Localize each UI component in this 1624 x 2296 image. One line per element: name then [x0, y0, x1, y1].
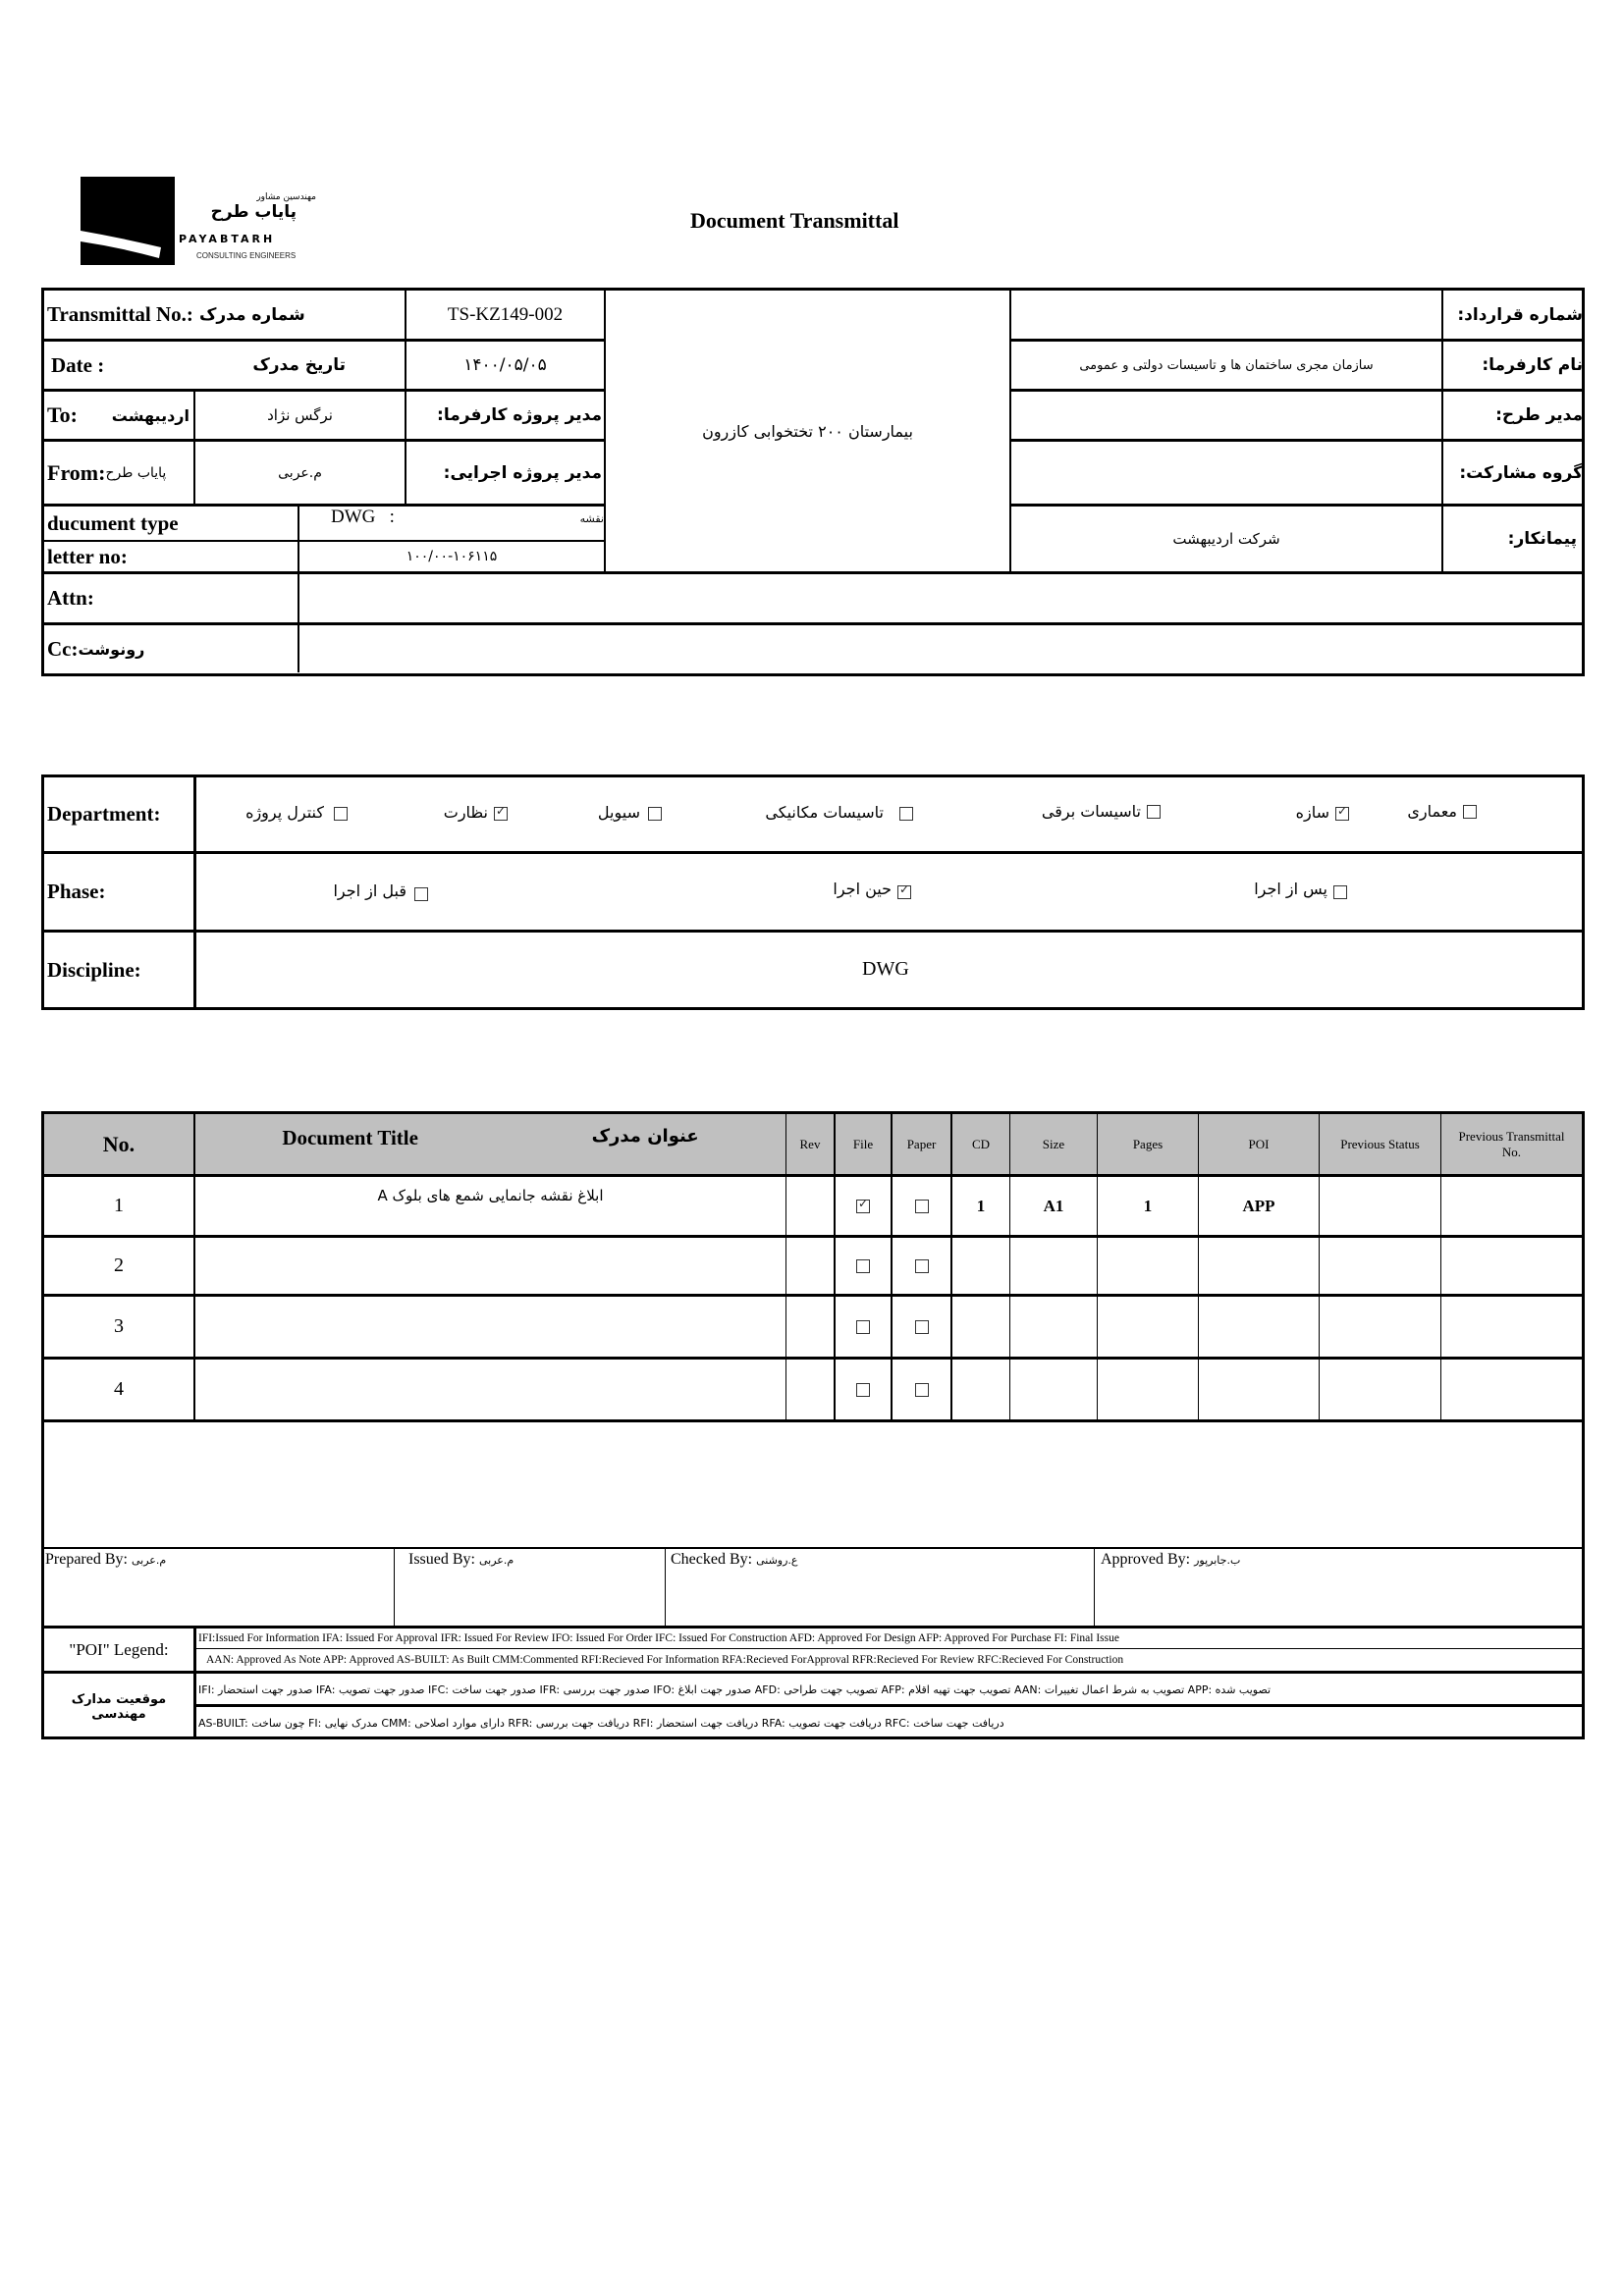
header-pages: Pages: [1132, 1136, 1164, 1151]
logo-en-subtitle: CONSULTING ENGINEERS: [196, 251, 297, 260]
attn-field[interactable]: [299, 574, 1582, 622]
row-size: [1010, 1297, 1097, 1357]
phase-checkbox[interactable]: [1333, 885, 1347, 899]
row-cd: [952, 1360, 1009, 1419]
row-pages: [1098, 1297, 1198, 1357]
employer-value: سازمان مجری ساختمان ها و تاسیسات دولتی و عمومی: [1079, 357, 1374, 373]
from-role: مدیر پروژه اجرایی:: [443, 462, 602, 483]
department-option-supervision[interactable]: ✓ نظارت: [494, 805, 508, 823]
row-cd: 1: [976, 1196, 986, 1215]
design-manager-label: مدیر طرح:: [1495, 405, 1583, 425]
row-rev: [786, 1360, 834, 1419]
fa-legend-label: موقعیت مدارک مهندسی: [71, 1691, 167, 1722]
row-cd: [952, 1238, 1009, 1294]
row-paper[interactable]: [893, 1238, 950, 1294]
row-rev: [786, 1177, 834, 1235]
transmittal-no-label: Transmittal No.: شماره مدرک: [47, 302, 305, 326]
file-checkbox[interactable]: [856, 1383, 870, 1397]
row-number: 4: [114, 1378, 124, 1400]
logo-fa-name: پایاب طرح: [210, 202, 297, 222]
department-checkbox[interactable]: [1147, 805, 1161, 819]
row-rev: [786, 1297, 834, 1357]
company-logo: [81, 177, 316, 267]
to-role: مدیر پروژه کارفرما:: [437, 405, 602, 425]
row-paper[interactable]: [893, 1360, 950, 1419]
row-file[interactable]: [836, 1238, 891, 1294]
discipline-label: Discipline:: [47, 957, 141, 982]
to-label: To: اردیبهشت: [47, 402, 189, 427]
row-paper[interactable]: [893, 1177, 950, 1235]
poi-legend-label: "POI" Legend:: [69, 1639, 169, 1659]
file-checkbox[interactable]: [856, 1320, 870, 1334]
cc-label: Cc: رونوشت: [47, 637, 145, 661]
header-size: Size: [1042, 1136, 1065, 1151]
header-document-title: Document Title عنوان مدرک: [282, 1126, 699, 1149]
row-number: 1: [114, 1195, 124, 1216]
department-option-civil[interactable]: سیویل: [648, 805, 662, 823]
fa-legend-line-2: AS-BUILT: چون ساخت FI: مدرک نهایی CMM: دارای موارد اصلاحی RFR: دریافت جهت بررسی RFI: دریافت جهت استحضار RFA: دریافت جهت تصویب RFC: دریافت جهت ساخت: [198, 1716, 1004, 1730]
row-file[interactable]: [836, 1177, 891, 1235]
row-poi: [1199, 1360, 1319, 1419]
row-previous-status: [1320, 1360, 1440, 1419]
partnership-value: [1011, 442, 1441, 504]
contract-no-label: شماره قرارداد:: [1457, 304, 1583, 325]
paper-checkbox[interactable]: [915, 1200, 929, 1213]
row-number: 2: [114, 1255, 124, 1276]
header-paper: Paper: [906, 1136, 937, 1151]
department-checkbox[interactable]: [648, 807, 662, 821]
row-title: [195, 1297, 785, 1357]
approved-by: Approved By: ب.جابرپور: [1101, 1551, 1241, 1568]
logo-mark-icon: [81, 177, 175, 265]
header-poi: POI: [1248, 1136, 1270, 1151]
employer-label: نام کارفرما:: [1482, 355, 1583, 375]
header-rev: Rev: [799, 1136, 821, 1151]
issued-by: Issued By: م.عربی: [408, 1551, 514, 1568]
project-name: بیمارستان ۲۰۰ تختخوابی کازرون: [702, 421, 913, 441]
department-option-project-control[interactable]: کنترل پروژه: [334, 805, 348, 823]
cc-field[interactable]: [299, 625, 1582, 673]
header-cd: CD: [971, 1136, 991, 1151]
poi-legend-line-1: IFI:Issued For Information IFA: Issued For Approval IFR: Issued For Review IFO: Issued For Order IFC: Issued For Construction AFD: Approved For Design AFP: Approved For Purchase FI: Final Issue: [198, 1632, 1119, 1644]
document-type-value: DWG : نقشه: [331, 507, 604, 527]
department-checkbox[interactable]: [494, 807, 508, 821]
row-pages: [1098, 1360, 1198, 1419]
poi-legend-line-2: AAN: Approved As Note APP: Approved AS-BUILT: As Built CMM:Commented RFI:Recieved For Information RFA:Recieved ForApproval RFR:Recieved For Review RFC:Recieved For Construction: [206, 1654, 1124, 1666]
department-option-mechanical[interactable]: تاسیسات مکانیکی: [899, 805, 913, 823]
row-previous-transmittal: [1441, 1360, 1582, 1419]
transmittal-no-value: TS-KZ149-002: [447, 303, 564, 325]
contractor-label: پیمانکار:: [1507, 529, 1577, 549]
department-checkbox[interactable]: [334, 807, 348, 821]
phase-option-during[interactable]: ✓ حین اجرا: [897, 883, 911, 901]
row-size: A1: [1043, 1196, 1064, 1215]
file-checkbox[interactable]: [856, 1200, 870, 1213]
row-size: [1010, 1360, 1097, 1419]
paper-checkbox[interactable]: [915, 1259, 929, 1273]
paper-checkbox[interactable]: [915, 1383, 929, 1397]
date-value: ۱۴۰۰/۰۵/۰۵: [463, 355, 547, 375]
row-file[interactable]: [836, 1297, 891, 1357]
row-previous-status: [1320, 1297, 1440, 1357]
header-previous-status: Previous Status: [1340, 1136, 1420, 1151]
contract-no-value: [1011, 291, 1441, 339]
document-type-label: ducument type: [47, 510, 179, 535]
row-previous-transmittal: [1441, 1297, 1582, 1357]
discipline-value: DWG: [862, 958, 909, 980]
design-manager-value: [1011, 392, 1441, 439]
department-option-structure[interactable]: ✓ سازه: [1335, 805, 1349, 823]
row-pages: [1098, 1238, 1198, 1294]
row-cd: [952, 1297, 1009, 1357]
department-checkbox[interactable]: [1335, 807, 1349, 821]
row-file[interactable]: [836, 1360, 891, 1419]
row-pages: 1: [1143, 1196, 1153, 1215]
row-poi: APP: [1242, 1196, 1275, 1215]
header-no: No.: [102, 1131, 135, 1156]
from-label: From: پایاب طرح: [47, 459, 167, 485]
phase-option-before[interactable]: قبل از اجرا: [414, 885, 428, 903]
department-label: Department:: [47, 802, 161, 826]
phase-checkbox[interactable]: [897, 885, 911, 899]
page-title: Document Transmittal: [690, 208, 899, 233]
row-title: [195, 1238, 785, 1294]
logo-fa-subtitle: مهندسین مشاور: [256, 192, 316, 202]
row-number: 3: [114, 1315, 124, 1337]
row-title: [195, 1360, 785, 1419]
header-previous-transmittal: Previous Transmittal No.: [1458, 1128, 1565, 1159]
fa-legend-line-1: IFI: صدور جهت استحضار IFA: صدور جهت تصویب IFC: صدور جهت ساخت IFR: صدور جهت بررسی IFO: صدور جهت ابلاغ AFD: تصویب جهت طراحی AFP: تصویب جهت تهیه اقلام AAN: تصویب به شرط اعمال تغییرات APP: تصویب شده: [198, 1682, 1272, 1696]
checked-by: Checked By: ع.روشنی: [671, 1551, 798, 1568]
row-poi: [1199, 1238, 1319, 1294]
row-title: ابلاغ نقشه جانمایی شمع های بلوک A: [377, 1187, 604, 1204]
department-option-architecture[interactable]: معماری: [1463, 803, 1477, 821]
department-checkbox[interactable]: [899, 807, 913, 821]
from-person: م.عربی: [278, 464, 322, 481]
to-person: نرگس نژاد: [267, 406, 333, 424]
file-checkbox[interactable]: [856, 1259, 870, 1273]
letter-no-value: ۱۰۰/۰۰-۱۰۶۱۱۵: [406, 549, 498, 564]
date-label: Date : تاریخ مدرک: [51, 352, 346, 377]
logo-en-name: PAYABTARH: [179, 233, 276, 245]
row-previous-status: [1320, 1238, 1440, 1294]
phase-label: Phase:: [47, 880, 106, 903]
row-previous-transmittal: [1441, 1238, 1582, 1294]
row-poi: [1199, 1297, 1319, 1357]
header-file: File: [852, 1136, 874, 1151]
phase-checkbox[interactable]: [414, 887, 428, 901]
letter-no-label: letter no:: [47, 544, 128, 568]
row-rev: [786, 1238, 834, 1294]
row-size: [1010, 1238, 1097, 1294]
department-checkbox[interactable]: [1463, 805, 1477, 819]
contractor-value: شرکت اردیبهشت: [1172, 530, 1280, 548]
paper-checkbox[interactable]: [915, 1320, 929, 1334]
row-previous-transmittal: [1441, 1177, 1582, 1235]
partnership-label: گروه مشارکت:: [1459, 462, 1583, 483]
row-paper[interactable]: [893, 1297, 950, 1357]
row-previous-status: [1320, 1177, 1440, 1235]
phase-option-after[interactable]: پس از اجرا: [1333, 883, 1347, 901]
department-option-electrical[interactable]: تاسیسات برقی: [1147, 803, 1161, 821]
attn-label: Attn:: [47, 586, 94, 610]
prepared-by: Prepared By: م.عربی: [45, 1551, 167, 1568]
